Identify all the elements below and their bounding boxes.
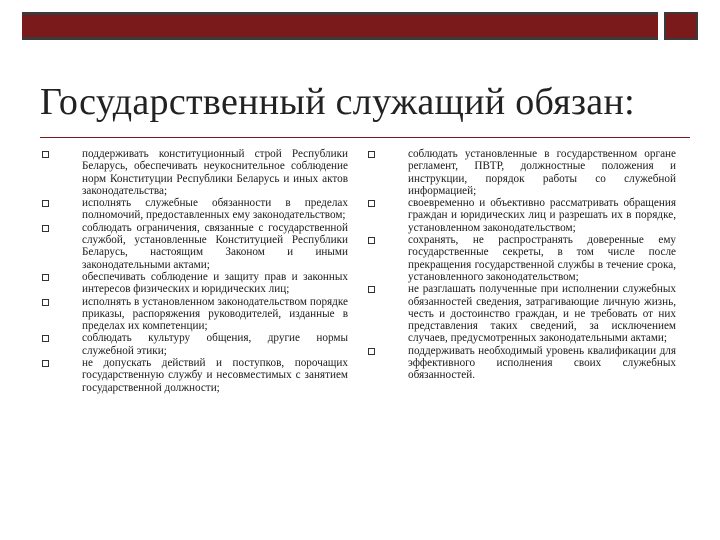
list-item (368, 345, 676, 382)
square-bullet-icon (42, 151, 49, 158)
list-item-text: не разглашать полученные при исполнении служебных обязанностей сведения, затрагивающие личную жизнь, честь и достоинство граждан, и не требовать от них представления таких сведений, за исключением случаев, предусмотренных законодательными актами; (408, 283, 676, 345)
square-bullet-icon (42, 225, 49, 232)
list-item (368, 197, 676, 234)
list-item (368, 148, 676, 197)
left-duties-list (42, 148, 348, 394)
list-item (42, 332, 348, 357)
list-item-text: поддерживать необходимый уровень квалификации для эффективного исполнения своих служебных обязанностей. (408, 344, 676, 382)
square-bullet-icon (42, 360, 49, 367)
square-bullet-icon (368, 348, 375, 355)
list-item-text: своевременно и объективно рассматривать обращения граждан и юридических лиц и разрешать их в порядке, установленном законодательством; (408, 197, 676, 234)
list-item (42, 222, 348, 271)
list-item-text: исполнять служебные обязанности в пределах полномочий, предоставленных ему законодательством; (82, 197, 348, 222)
list-item (368, 234, 676, 283)
square-bullet-icon (42, 274, 49, 281)
header-bar-end-block (664, 12, 698, 40)
square-bullet-icon (368, 200, 375, 207)
right-duties-list (368, 148, 676, 382)
list-item-text: соблюдать ограничения, связанные с государственной службой, установленные Конституцией Республики Беларусь, настоящим Законом и иными законодательными актами; (82, 221, 348, 271)
list-item (42, 271, 348, 296)
list-item (42, 357, 348, 394)
list-item-text: поддерживать конституционный строй Республики Беларусь, обеспечивать неукоснительное соблюдение норм Конституции Республики Беларусь и иных актов законодательства; (82, 148, 348, 197)
list-item (42, 148, 348, 197)
square-bullet-icon (42, 335, 49, 342)
list-item-text: обеспечивать соблюдение и защиту прав и законных интересов физических и юридических лиц; (82, 270, 348, 296)
title-divider (40, 137, 690, 138)
list-item-text: сохранять, не распространять доверенные ему государственные секреты, в том числе после прекращения государственной службы в течение срока, установленного законодательством; (408, 234, 676, 283)
square-bullet-icon (368, 286, 375, 293)
square-bullet-icon (368, 237, 375, 244)
list-item (368, 283, 676, 344)
list-item-text: соблюдать установленные в государственном органе регламент, ПВТР, должностные положения и инструкции, порядок работы со служебной информацией; (408, 148, 676, 197)
header-decoration-bar (22, 12, 698, 40)
slide-title: Государственный служащий обязан: (40, 81, 635, 123)
square-bullet-icon (42, 299, 49, 306)
list-item (42, 296, 348, 333)
list-item-text: не допускать действий и поступков, порочащих государственную службу и несовместимых с занятием государственной должности; (82, 357, 348, 394)
list-item-text: соблюдать культуру общения, другие нормы служебной этики; (82, 332, 348, 357)
square-bullet-icon (42, 200, 49, 207)
list-item (42, 197, 348, 222)
header-bar-main (22, 12, 658, 40)
square-bullet-icon (368, 151, 375, 158)
list-item-text: исполнять в установленном законодательством порядке приказы, распоряжения руководителей, изданные в пределах их компетенции; (82, 295, 348, 333)
